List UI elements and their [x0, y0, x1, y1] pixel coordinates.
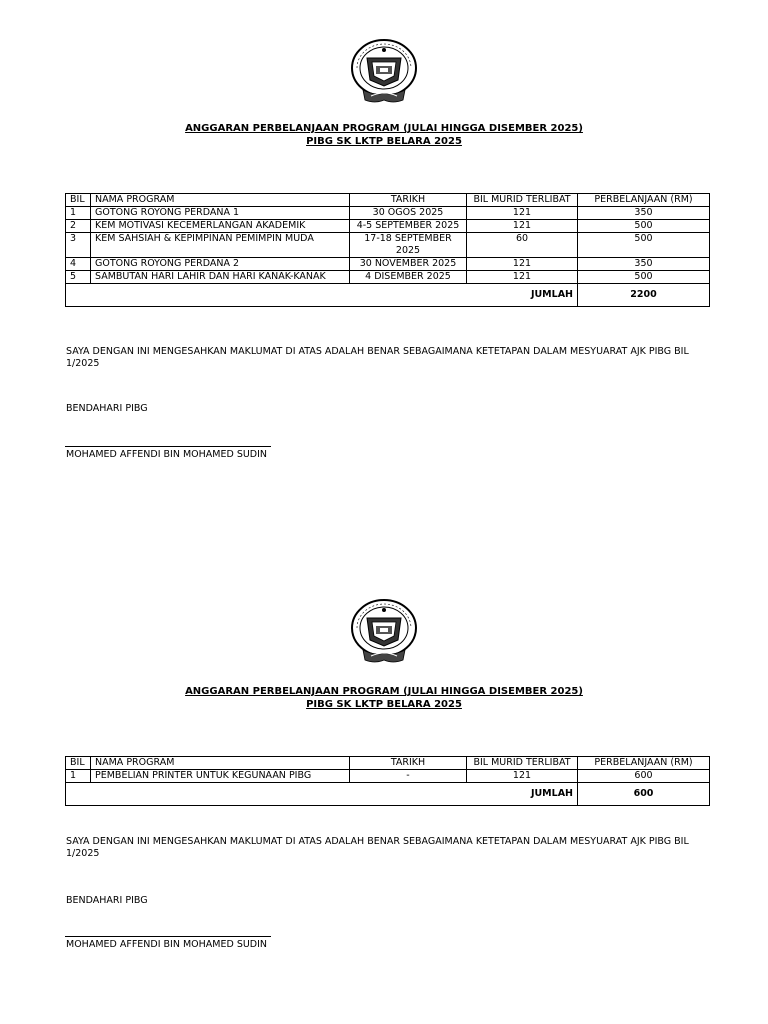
- cell-tarikh: -: [350, 770, 467, 783]
- table-row: [66, 233, 710, 258]
- jumlah-value: 2200: [578, 284, 710, 307]
- document-title: ANGGARAN PERBELANJAAN PROGRAM (JULAI HINGGA DISEMBER 2025): [185, 123, 583, 134]
- budget-table: [65, 756, 710, 806]
- document-title-block: [0, 122, 768, 148]
- header-tarikh: TARIKH: [350, 194, 467, 207]
- cell-bil: 3: [66, 233, 91, 258]
- cell-nama-program: KEM SAHSIAH & KEPIMPINAN PEMIMPIN MUDA: [91, 233, 350, 258]
- jumlah-label: JUMLAH: [66, 284, 578, 307]
- header-bil-murid: BIL MURID TERLIBAT: [467, 757, 578, 770]
- cell-bil-murid: 60: [467, 233, 578, 258]
- cell-tarikh: 30 OGOS 2025: [350, 207, 467, 220]
- cell-nama-program: GOTONG ROYONG PERDANA 1: [91, 207, 350, 220]
- jumlah-label: JUMLAH: [66, 783, 578, 806]
- jumlah-value: 600: [578, 783, 710, 806]
- header-bil: BIL: [66, 757, 91, 770]
- document-subtitle: PIBG SK LKTP BELARA 2025: [306, 699, 462, 710]
- table-row: [66, 220, 710, 233]
- cell-bil: 5: [66, 271, 91, 284]
- cell-perbelanjaan: 500: [578, 271, 710, 284]
- header-bil: BIL: [66, 194, 91, 207]
- header-perbelanjaan: PERBELANJAAN (RM): [578, 757, 710, 770]
- pibg-crest-logo: [345, 38, 423, 108]
- table-header-row: [66, 757, 710, 770]
- cell-nama-program: GOTONG ROYONG PERDANA 2: [91, 258, 350, 271]
- cell-perbelanjaan: 350: [578, 207, 710, 220]
- header-nama-program: NAMA PROGRAM: [91, 194, 350, 207]
- document-title-block: [0, 685, 768, 711]
- cell-bil: 4: [66, 258, 91, 271]
- cell-perbelanjaan: 600: [578, 770, 710, 783]
- table-row: [66, 258, 710, 271]
- document-title: ANGGARAN PERBELANJAAN PROGRAM (JULAI HINGGA DISEMBER 2025): [185, 686, 583, 697]
- signatory-name: MOHAMED AFFENDI BIN MOHAMED SUDIN: [66, 449, 268, 460]
- cell-tarikh: 4 DISEMBER 2025: [350, 271, 467, 284]
- cell-bil-murid: 121: [467, 220, 578, 233]
- cell-nama-program: SAMBUTAN HARI LAHIR DAN HARI KANAK-KANAK: [91, 271, 350, 284]
- signature-line: [65, 936, 271, 937]
- cell-perbelanjaan: 350: [578, 258, 710, 271]
- cell-bil-murid: 121: [467, 258, 578, 271]
- table-row: [66, 207, 710, 220]
- header-tarikh: TARIKH: [350, 757, 467, 770]
- signature-line: [65, 446, 271, 447]
- cell-nama-program: KEM MOTIVASI KECEMERLANGAN AKADEMIK: [91, 220, 350, 233]
- cell-tarikh: 30 NOVEMBER 2025: [350, 258, 467, 271]
- pibg-crest-logo: [345, 598, 423, 668]
- cell-tarikh: 17-18 SEPTEMBER 2025: [350, 233, 467, 258]
- cell-bil: 2: [66, 220, 91, 233]
- cell-bil-murid: 121: [467, 271, 578, 284]
- document-subtitle: PIBG SK LKTP BELARA 2025: [306, 136, 462, 147]
- header-nama-program: NAMA PROGRAM: [91, 757, 350, 770]
- cell-bil-murid: 121: [467, 207, 578, 220]
- table-row: [66, 770, 710, 783]
- table-total-row: [66, 783, 710, 806]
- signatory-role: BENDAHARI PIBG: [66, 403, 148, 414]
- table-row: [66, 271, 710, 284]
- cell-bil: 1: [66, 770, 91, 783]
- cell-nama-program: PEMBELIAN PRINTER UNTUK KEGUNAAN PIBG: [91, 770, 350, 783]
- cell-bil-murid: 121: [467, 770, 578, 783]
- certification-text: SAYA DENGAN INI MENGESAHKAN MAKLUMAT DI ATAS ADALAH BENAR SEBAGAIMANA KETETAPAN DALAM MESYUARAT AJK PIBG BIL 1/2025: [66, 346, 689, 369]
- certification-text: SAYA DENGAN INI MENGESAHKAN MAKLUMAT DI ATAS ADALAH BENAR SEBAGAIMANA KETETAPAN DALAM MESYUARAT AJK PIBG BIL 1/2025: [66, 836, 689, 859]
- table-header-row: [66, 194, 710, 207]
- cell-perbelanjaan: 500: [578, 233, 710, 258]
- header-bil-murid: BIL MURID TERLIBAT: [467, 194, 578, 207]
- header-perbelanjaan: PERBELANJAAN (RM): [578, 194, 710, 207]
- cell-perbelanjaan: 500: [578, 220, 710, 233]
- signatory-role: BENDAHARI PIBG: [66, 895, 148, 906]
- budget-table: [65, 193, 710, 307]
- table-total-row: [66, 284, 710, 307]
- signatory-name: MOHAMED AFFENDI BIN MOHAMED SUDIN: [66, 939, 268, 950]
- cell-tarikh: 4-5 SEPTEMBER 2025: [350, 220, 467, 233]
- cell-bil: 1: [66, 207, 91, 220]
